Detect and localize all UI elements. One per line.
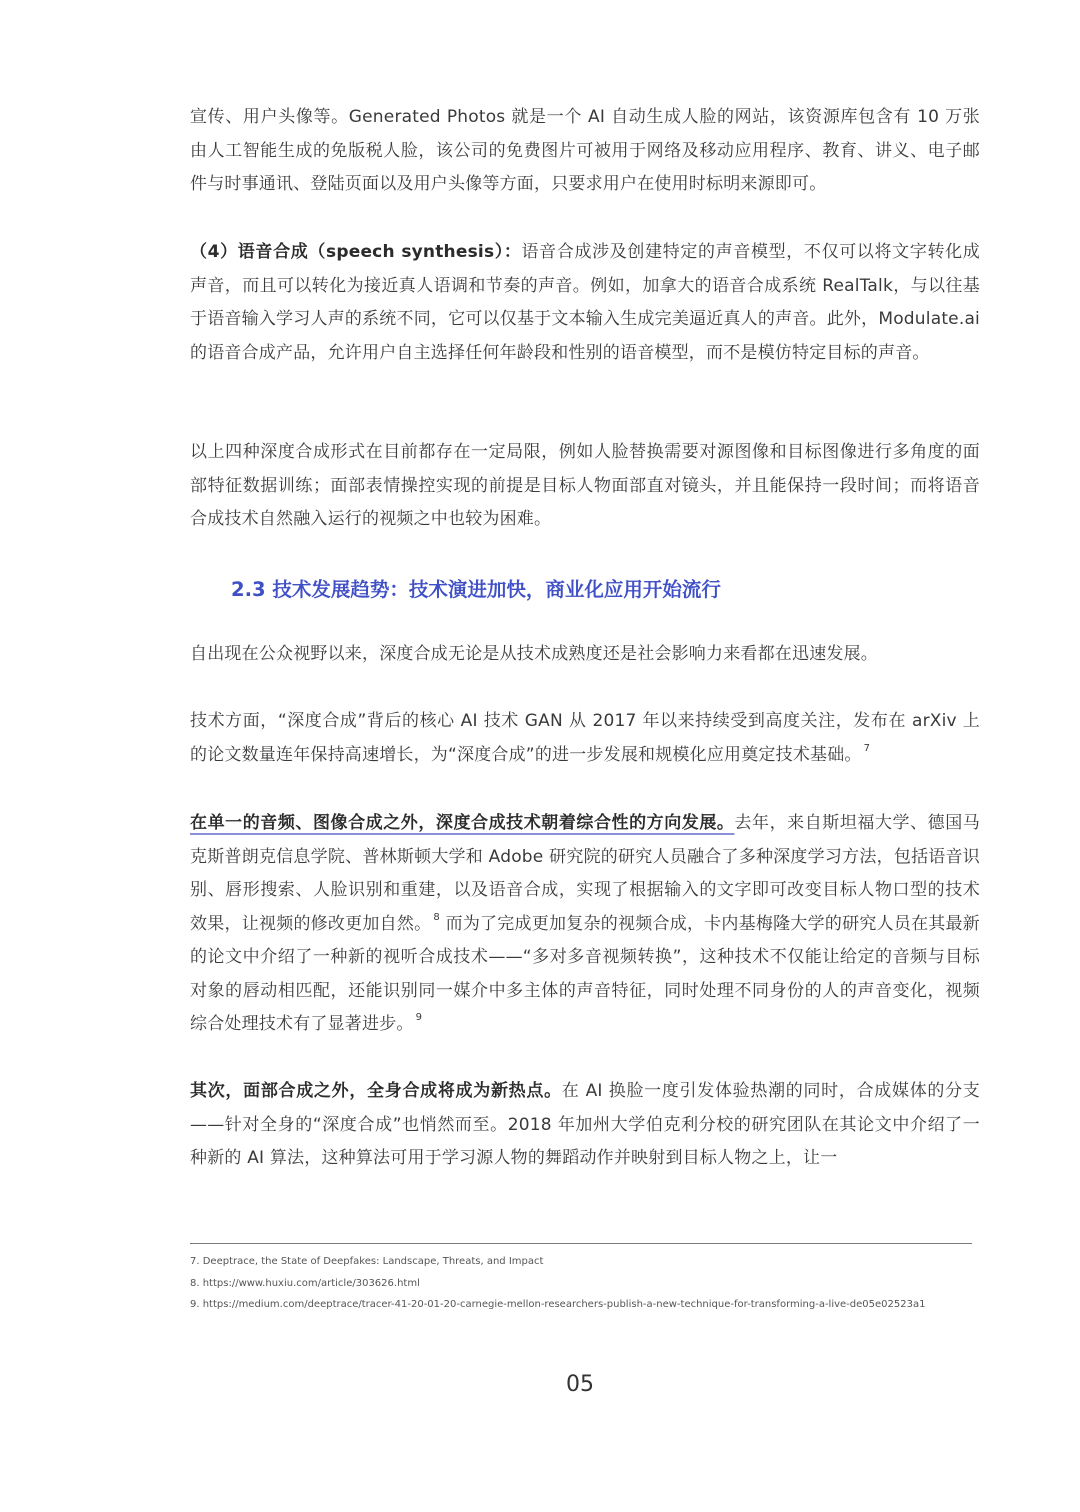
paragraph-limitations [190,436,980,537]
paragraph-technology [190,705,980,772]
paragraph-generated-photos [190,101,980,202]
footnote-item: 7. Deeptrace, the State of Deepfakes: Landscape, Threats, and Impact [190,1256,544,1267]
section-heading: 2.3 技术发展趋势：技术演进加快，商业化应用开始流行 [231,578,721,601]
paragraph-text: 技术方面，“深度合成”背后的核心 AI 技术 GAN 从 2017 年以来持续受到高度关注，发布在 arXiv 上的论文数量连年保持高速增长，为“深度合成”的进一步发展和规模化应用奠定技术基础。 [190,711,980,765]
paragraph-speech-synthesis [190,236,980,370]
paragraph-text: 在 AI 换脸一度引发体验热潮的同时，合成媒体的分支——针对全身的“深度合成”也悄然而至。2018 年加州大学伯克利分校的研究团队在其论文中介绍了一种新的 AI 算法，这种算法可用于学习源人物的舞蹈动作并映射到目标人物之上，让一 [190,1081,981,1168]
paragraph-lead: （4）语音合成（speech synthesis）： [190,242,522,262]
page-number: 05 [566,1372,594,1397]
paragraph-comprehensive-synthesis [190,807,980,1042]
footnote-list [190,1251,980,1316]
footnote-divider [190,1243,972,1244]
paragraph-overview [190,638,980,672]
paragraph-text: 宣传、用户头像等。Generated Photos 就是一个 AI 自动生成人脸的网站，该资源库包含有 10 万张由人工智能生成的免版税人脸，该公司的免费图片可被用于网络及移动应用程序、教育、讲义、电子邮件与时事通讯、登陆页面以及用户头像等方面，只要求用户在使用时标明来源即可。 [190,107,980,194]
footnote-ref[interactable]: 8 [433,911,440,923]
paragraph-lead: 其次，面部合成之外，全身合成将成为新热点。 [190,1081,562,1101]
footnote-item[interactable]: 8. https://www.huxiu.com/article/303626.html [190,1277,420,1289]
paragraph-lead: 在单一的音频、图像合成之外，深度合成技术朝着综合性的方向发展。 [190,813,735,833]
footnote-ref[interactable]: 9 [415,1012,423,1023]
paragraph-text: 以上四种深度合成形式在目前都存在一定局限，例如人脸替换需要对源图像和目标图像进行多角度的面部特征数据训练；面部表情操控实现的前提是目标人物面部直对镜头，并且能保持一段时间；而将语音合成技术自然融入运行的视频之中也较为困难。 [190,442,980,529]
footnote-item[interactable]: 9. https://medium.com/deeptrace/tracer-41-20-01-20-carnegie-mellon-researchers-publish-a-new-technique-for-transforming-a-live-de05e02523a1 [190,1299,926,1310]
paragraph-text: 语音合成涉及创建特定的声音模型，不仅可以将文字转化成声音，而且可以转化为接近真人语调和节奏的声音。例如，加拿大的语音合成系统 RealTalk，与以往基于语音输入学习人声的系统不同，它可以仅基于文本输入生成完美逼近真人的声音。此外，Modulate.ai 的语音合成产品，允许用户自主选择任何年龄段和性别的语音模型，而不是模仿特定目标的声音。 [190,242,980,363]
paragraph-text: 去年，来自斯坦福大学、德国马克斯普朗克信息学院、普林斯顿大学和 Adobe 研究院的研究人员融合了多种深度学习方法，包括语音识别、唇形搜索、人脸识别和重建，以及语音合成，实现了根据输入的文字即可改变目标人物口型的技术效果，让视频的修改更加自然。 [190,813,980,934]
paragraph-full-body-synthesis [190,1075,980,1176]
paragraph-text: 而为了完成更加复杂的视频合成，卡内基梅隆大学的研究人员在其最新的论文中介绍了一种新的视听合成技术——“多对多音视频转换”，这种技术不仅能让给定的音频与目标对象的唇动相匹配，还能识别同一媒介中多主体的声音特征，同时处理不同身份的人的声音变化，视频综合处理技术有了显著进步。 [190,913,980,1034]
footnote-ref[interactable]: 7 [863,742,871,754]
paragraph-text: 自出现在公众视野以来，深度合成无论是从技术成熟度还是社会影响力来看都在迅速发展。 [190,644,878,664]
